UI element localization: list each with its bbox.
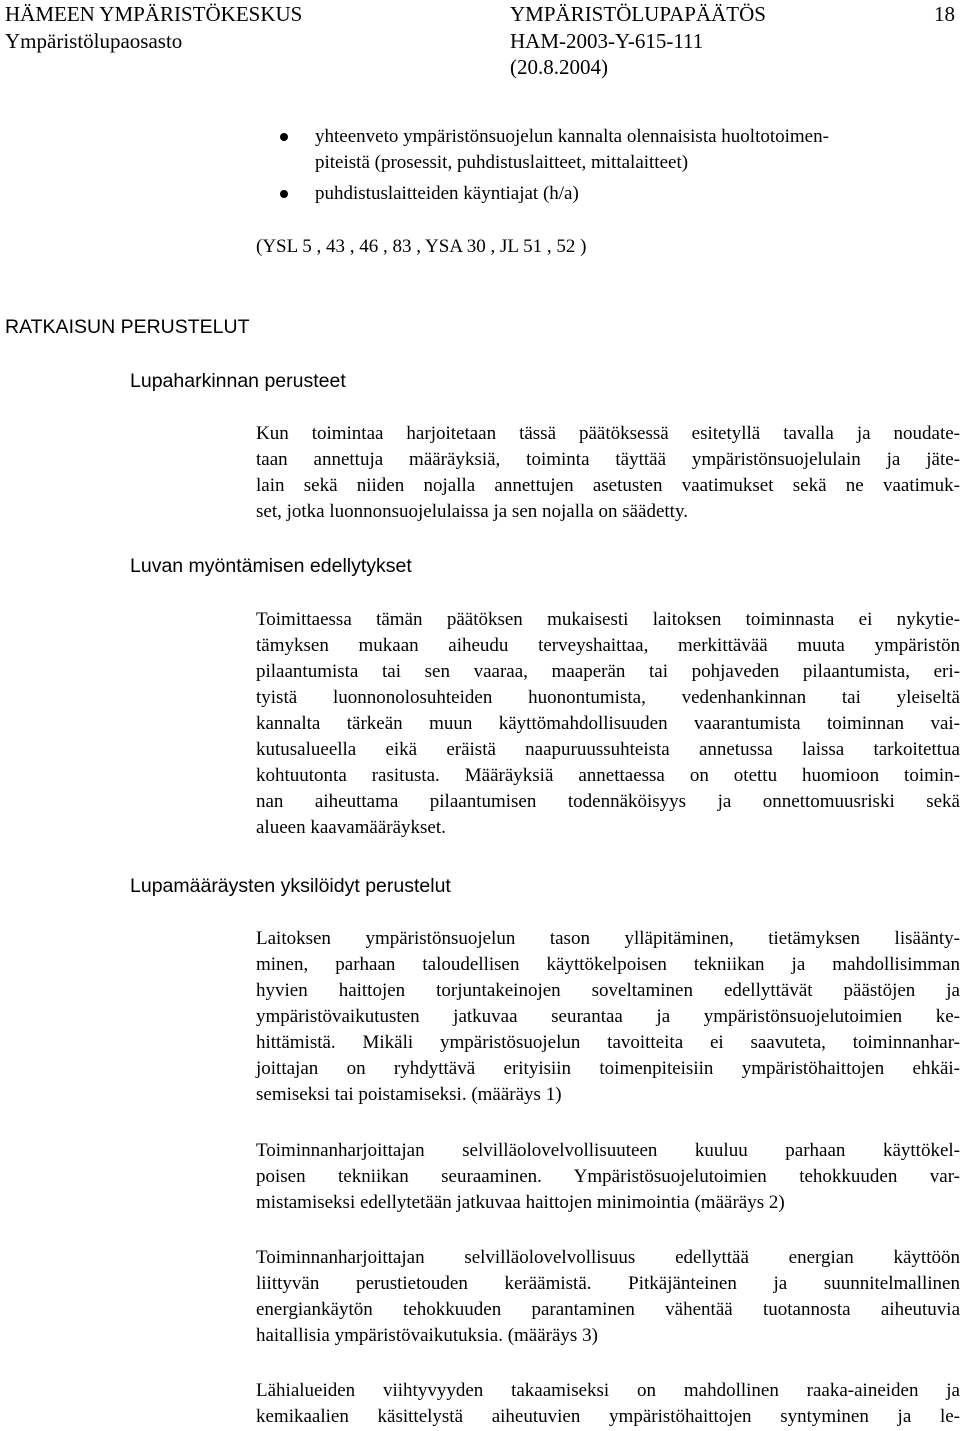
paragraph-line: liittyvän perustietouden keräämistä. Pitkäjänteinen ja suunnitelmallinen [256, 1273, 960, 1294]
paragraph-line: minen, parhaan taloudellisen käyttökelpoisen tekniikan ja mahdollisimman [256, 954, 960, 975]
legal-references: (YSL 5 , 43 , 46 , 83 , YSA 30 , JL 51 , 52 ) [256, 236, 587, 257]
header-department: Ympäristölupaosasto [5, 29, 183, 53]
paragraph-line: hittämistä. Mikäli ympäristösuojelun tavoitteita ei saavuteta, toiminnanhar- [256, 1032, 960, 1053]
header-date: (20.8.2004) [510, 55, 608, 79]
paragraph-maarays-4 [256, 1378, 960, 1430]
paragraph-line: Toiminnanharjoittajan selvilläolovelvollisuuteen kuuluu parhaan käyttökel- [256, 1140, 960, 1161]
paragraph-line: hyvien haittojen torjuntakeinojen soveltaminen edellyttävät päästöjen ja [256, 980, 960, 1001]
paragraph-line: kannalta tärkeän muun käyttömahdollisuuden vaarantumista toiminnan vai- [256, 713, 960, 734]
paragraph-line: Laitoksen ympäristönsuojelun tason ylläpitäminen, tietämyksen lisäänty- [256, 928, 960, 949]
bullet-dot-icon [280, 133, 288, 141]
paragraph-line: energiankäytön tehokkuuden parantaminen vähentää tuotannosta aiheutuvia [256, 1299, 960, 1320]
paragraph-line: poisen tekniikan seuraaminen. Ympäristösuojelutoimien tehokkuuden var- [256, 1166, 960, 1187]
paragraph-line: Toimittaessa tämän päätöksen mukaisesti laitoksen toiminnasta ei nykytie- [256, 609, 960, 630]
paragraph-line: kutusalueella eikä eräistä naapuruussuhteista annetussa laissa tarkoitettua [256, 739, 960, 760]
header-document-type: YMPÄRISTÖLUPAPÄÄTÖS [510, 2, 766, 26]
paragraph-line: haitallisia ympäristövaikutuksia. (määräys 3) [256, 1325, 598, 1346]
paragraph-line: alueen kaavamääräykset. [256, 817, 446, 838]
page-number: 18 [934, 2, 955, 26]
paragraph-edellytykset [256, 607, 960, 841]
heading-luvan-myontamisen-edellytykset: Luvan myöntämisen edellytykset [130, 555, 412, 577]
paragraph-line: lain sekä niiden nojalla annettujen asetusten vaatimukset sekä ne vaatimuk- [256, 475, 960, 496]
paragraph-maarays-3 [256, 1245, 960, 1349]
heading-lupamaaraysten-perustelut: Lupamääräysten yksilöidyt perustelut [130, 875, 451, 897]
paragraph-line: taan annettuja määräyksiä, toiminta täyttää ympäristönsuojelulain ja jäte- [256, 449, 960, 470]
paragraph-line: Toiminnanharjoittajan selvilläolovelvollisuus edellyttää energian käyttöön [256, 1247, 960, 1268]
paragraph-line: kohtuutonta rasitusta. Määräyksiä annettaessa on otettu huomioon toimin- [256, 765, 960, 786]
paragraph-lupaharkinta [256, 421, 960, 525]
paragraph-line: joittajan on ryhdyttävä erityisiin toimenpiteisiin ympäristöhaittojen ehkäi- [256, 1058, 960, 1079]
paragraph-line: tyistä luonnonolosuhteiden huonontumista, vedenhankinnan tai yleiseltä [256, 687, 960, 708]
paragraph-line: Lähialueiden viihtyvyyden takaamiseksi on mahdollinen raaka-aineiden ja [256, 1380, 960, 1401]
bullet-dot-icon [280, 190, 288, 198]
bullet-item-line: piteistä (prosessit, puhdistuslaitteet, mittalaitteet) [315, 152, 689, 173]
paragraph-line: pilaantumista tai sen vaaraa, maaperän tai pohjaveden pilaantumista, eri- [256, 661, 960, 682]
paragraph-maarays-1 [256, 926, 960, 1108]
paragraph-line: semiseksi tai poistamiseksi. (määräys 1) [256, 1084, 562, 1105]
paragraph-maarays-2 [256, 1138, 960, 1216]
paragraph-line: Kun toimintaa harjoitetaan tässä päätöksessä esitetyllä tavalla ja noudate- [256, 423, 960, 444]
bullet-item-line: puhdistuslaitteiden käyntiajat (h/a) [315, 183, 579, 204]
header-document-number: HAM-2003-Y-615-111 [510, 29, 704, 53]
paragraph-line: nan aiheuttama pilaantumisen todennäköisyys ja onnettomuusriski sekä [256, 791, 960, 812]
header-organization: HÄMEEN YMPÄRISTÖKESKUS [5, 2, 303, 26]
paragraph-line: set, jotka luonnonsuojelulaissa ja sen nojalla on säädetty. [256, 501, 688, 522]
section-main-title: RATKAISUN PERUSTELUT [5, 316, 250, 338]
paragraph-line: kemikaalien käsittelystä aiheutuvien ympäristöhaittojen syntyminen ja le- [256, 1406, 960, 1427]
paragraph-line: tämyksen mukaan aiheudu terveyshaittaa, merkittävää muuta ympäristön [256, 635, 960, 656]
paragraph-line: ympäristövaikutusten jatkuvaa seurantaa ja ympäristönsuojelutoimien ke- [256, 1006, 960, 1027]
bullet-item-line: yhteenveto ympäristönsuojelun kannalta olennaisista huoltotoimen- [315, 126, 829, 147]
heading-lupaharkinnan-perusteet: Lupaharkinnan perusteet [130, 370, 346, 392]
paragraph-line: mistamiseksi edellytetään jatkuvaa haittojen minimointia (määräys 2) [256, 1192, 785, 1213]
